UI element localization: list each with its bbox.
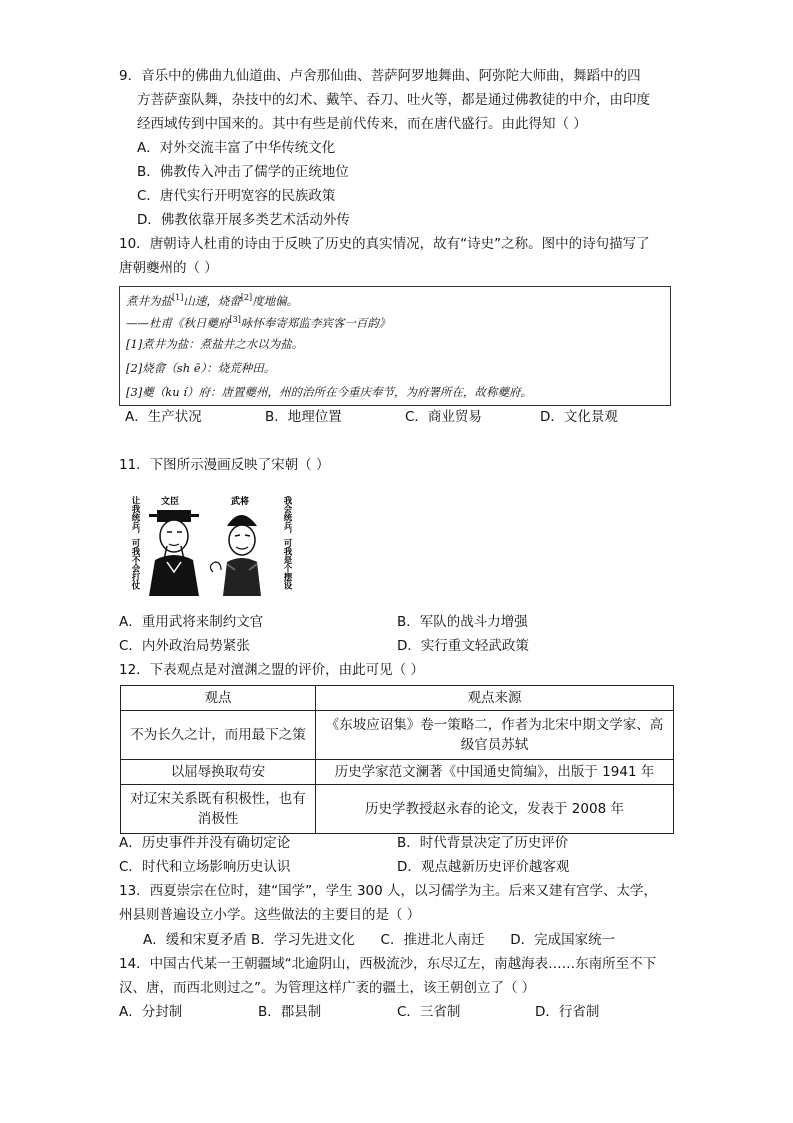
left-speech: 让我统兵，可我不会打仗 [130, 496, 140, 590]
q9-option-b[interactable]: B．佛教传入冲击了儒学的正统地位 [137, 164, 349, 180]
q11-option-c[interactable]: C．内外政治局势紧张 [119, 638, 250, 654]
poem-source [126, 312, 390, 331]
q14-option-a[interactable]: A．分封制 [119, 1004, 183, 1020]
q10-poem-box [119, 286, 671, 406]
poem-text-2: 山速，烧畲 [183, 293, 241, 308]
poem-text-1: 煮井为盐 [126, 293, 172, 308]
q9-stem-line1: 9．音乐中的佛曲九仙道曲、卢舍那仙曲、菩萨阿罗地舞曲、阿弥陀大师曲，舞蹈中的四 [119, 68, 641, 84]
source-text-1: ——杜甫《秋日夔府 [126, 315, 230, 330]
q9-option-d[interactable]: D．佛教依靠开展多类艺术活动外传 [137, 212, 350, 228]
right-speech: 我会统兵，可我是个摆设 [282, 496, 292, 590]
q12-option-a[interactable]: A．历史事件并没有确切定论 [119, 835, 291, 851]
q10-option-a[interactable]: A．生产状况 [125, 409, 202, 425]
left-label: 文臣 [161, 497, 180, 507]
footnote-mark-1: [1] [172, 293, 184, 302]
song-dynasty-cartoon [127, 484, 303, 602]
q11-stem: 11．下图所示漫画反映了宋朝（ ） [119, 457, 330, 473]
q12-option-c[interactable]: C．时代和立场影响历史认识 [119, 859, 291, 875]
q10-stem-line1: 10．唐朝诗人杜甫的诗由于反映了历史的真实情况，故有“诗史”之称。图中的诗句描写了 [119, 236, 650, 252]
q9-option-a[interactable]: A．对外交流丰富了中华传统文化 [137, 140, 336, 156]
right-label: 武将 [231, 497, 250, 507]
table-cell-view: 不为长久之计，而用最下之策 [121, 711, 316, 760]
table-header-row [121, 686, 674, 711]
footnote-1: [1]煮井为盐：煮盐井之水以为盐。 [126, 337, 304, 351]
q11-option-d[interactable]: D．实行重文轻武政策 [397, 638, 529, 654]
q12-option-d[interactable]: D．观点越新历史评价越客观 [397, 859, 570, 875]
q9-option-c[interactable]: C．唐代实行开明宽容的民族政策 [137, 188, 336, 204]
footnote-3: [3]夔（ku í）府：唐置夔州，州的治所在今重庆奉节，为府署所在，故称夔府。 [126, 385, 532, 399]
q11-option-b[interactable]: B．军队的战斗力增强 [397, 614, 528, 630]
q14-option-b[interactable]: B．郡县制 [258, 1004, 322, 1020]
military-general-figure [210, 515, 261, 596]
q9-stem-line3: 经西域传到中国来的。其中有些是前代传来，而在唐代盛行。由此得知（ ） [137, 116, 587, 132]
table-cell-source: 历史学教授赵永春的论文，发表于 2008 年 [316, 785, 674, 834]
footnote-2: [2]烧畲（sh ē）：烧荒种田。 [126, 361, 276, 375]
table-header: 观点 [121, 686, 316, 711]
q9-stem-line2: 方菩萨蛮队舞，杂技中的幻术、戴竿、吞刀、吐火等，都是通过佛教徒的中介，由印度 [137, 92, 650, 108]
table-cell-source: 《东坡应诏集》卷一策略二，作者为北宋中期文学家、高级官员苏轼 [316, 711, 674, 760]
q12-table [120, 685, 674, 834]
table-cell-view: 以屈辱换取苟安 [121, 760, 316, 785]
table-row [121, 760, 674, 785]
poem-line [126, 290, 298, 309]
q12-option-b[interactable]: B．时代背景决定了历史评价 [397, 835, 569, 851]
q13-stem-line2: 州县则普遍设立小学。这些做法的主要目的是（ ） [119, 907, 421, 923]
table-row [121, 785, 674, 834]
q13-options[interactable]: A．缓和宋夏矛盾 B．学习先进文化 C．推进北人南迁 D．完成国家统一 [143, 932, 616, 948]
q10-option-c[interactable]: C．商业贸易 [405, 409, 482, 425]
table-cell-view: 对辽宋关系既有积极性，也有消极性 [121, 785, 316, 834]
q10-option-d[interactable]: D．文化景观 [540, 409, 618, 425]
footnote-mark-3: [3] [229, 315, 241, 324]
q10-option-b[interactable]: B．地理位置 [265, 409, 342, 425]
table-cell-source: 历史学家范文澜著《中国通史简编》，出版于 1941 年 [316, 760, 674, 785]
source-text-2: 咏怀奉寄郑监李宾客一百韵》 [240, 315, 391, 330]
q14-option-c[interactable]: C．三省制 [397, 1004, 461, 1020]
q13-stem-line1: 13．西夏崇宗在位时，建“国学”，学生 300 人，以习儒学为主。后来又建有宫学、太学， [119, 883, 658, 899]
q14-option-d[interactable]: D．行省制 [535, 1004, 600, 1020]
table-header: 观点来源 [316, 686, 674, 711]
cartoon-drawing [127, 484, 303, 602]
q14-stem-line2: 汉、唐，而西北则过之”。为管理这样广袤的疆土，该王朝创立了（ ） [119, 980, 536, 996]
footnote-mark-2: [2] [240, 293, 253, 302]
civil-official-figure [149, 510, 199, 596]
q14-stem-line1: 14．中国古代某一王朝疆域“北逾阴山，西极流沙，东尽辽左，南越海表……东南所至不下 [119, 956, 657, 972]
q11-option-a[interactable]: A．重用武将来制约文官 [119, 614, 264, 630]
q12-stem: 12．下表观点是对澶渊之盟的评价，由此可见（ ） [119, 662, 424, 678]
table-row [121, 711, 674, 760]
poem-text-3: 度地偏。 [252, 293, 299, 308]
q10-stem-line2: 唐朝夔州的（ ） [119, 260, 218, 276]
